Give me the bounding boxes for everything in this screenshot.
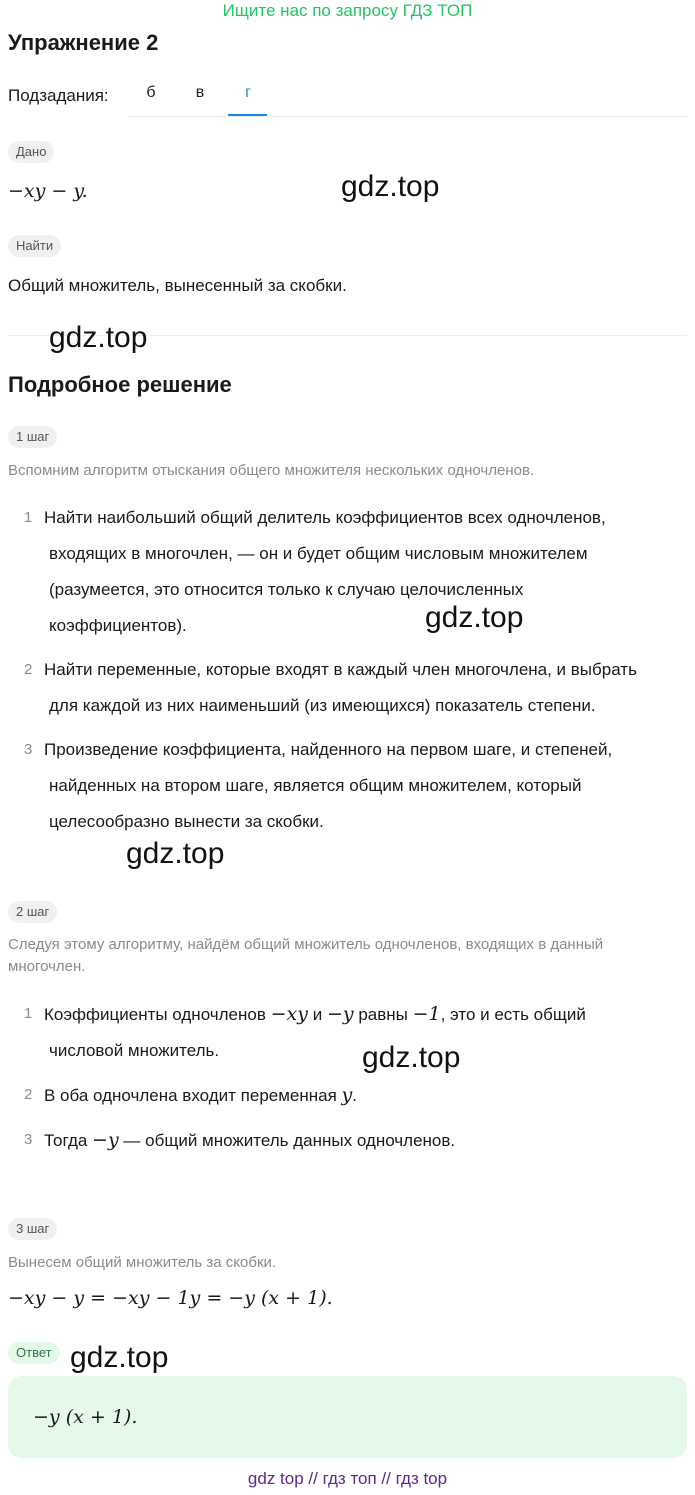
list-item: [24, 500, 684, 644]
list-item-line: входящих в многочлен, — он и будет общим числовым множителем: [49, 544, 588, 563]
tab-subtask-g[interactable]: г: [245, 84, 251, 101]
list-item-number: 1: [24, 1005, 33, 1022]
list-item-number: 2: [24, 661, 33, 678]
list-item: [24, 996, 684, 1068]
list-item-text: Тогда: [44, 1131, 93, 1150]
list-item: [24, 1077, 684, 1113]
list-item-line: числовой множитель.: [49, 1041, 220, 1060]
given-pill: Дано: [8, 141, 54, 163]
tab-subtask-b[interactable]: б: [146, 84, 156, 101]
answer-pill: Ответ: [8, 1342, 60, 1364]
step3-formula: −xy − y = −xy − 1y = −y (x + 1).: [8, 1287, 333, 1309]
step2-pill: 2 шаг: [8, 901, 57, 923]
answer-box: [8, 1376, 687, 1458]
active-tab-indicator: [228, 114, 267, 116]
tab-subtask-v[interactable]: в: [195, 84, 205, 101]
list-item-line: коэффициентов).: [49, 616, 187, 635]
list-item-line: Найти наибольший общий делитель коэффициентов всех одночленов,: [44, 508, 606, 527]
list-item: [24, 1122, 684, 1158]
list-item-line: Найти переменные, которые входят в каждый член многочлена, и выбрать: [44, 660, 637, 679]
inline-formula: −y: [326, 1003, 354, 1025]
find-text: Общий множитель, вынесенный за скобки.: [8, 276, 347, 295]
list-item-text: равны: [353, 1005, 413, 1024]
footer-links[interactable]: gdz top // гдз топ // гдз top: [247, 1469, 448, 1488]
list-item-line: (разумеется, это относится только к случаю целочисленных: [49, 580, 524, 599]
inline-formula: y: [341, 1084, 353, 1106]
list-item-line: найденных на втором шаге, является общим множителем, который: [49, 776, 582, 795]
list-item-line: для каждой из них наименьший (из имеющихся) показатель степени.: [49, 696, 596, 715]
given-formula: −xy − y.: [8, 180, 88, 202]
list-item-text: и: [307, 1005, 327, 1024]
list-item: [24, 652, 684, 724]
list-item-number: 2: [24, 1086, 33, 1103]
watermark: gdz.top: [425, 601, 524, 634]
list-item: [24, 732, 684, 840]
list-item-text: .: [352, 1086, 357, 1105]
find-pill: Найти: [8, 235, 61, 257]
watermark: gdz.top: [362, 1041, 461, 1074]
inline-formula: −xy: [270, 1003, 308, 1025]
subtasks-label: Подзадания:: [8, 86, 109, 105]
page-title: Упражнение 2: [8, 30, 159, 55]
list-item-text: В оба одночлена входит переменная: [44, 1086, 342, 1105]
step1-pill: 1 шаг: [8, 426, 57, 448]
inline-formula: −y: [92, 1129, 119, 1151]
list-item-number: 1: [24, 509, 33, 526]
step2-intro: Следуя этому алгоритму, найдём общий множитель одночленов, входящих в данный многочлен.: [8, 936, 604, 975]
watermark: gdz.top: [70, 1341, 169, 1374]
list-item-line: Произведение коэффициента, найденного на первом шаге, и степеней,: [44, 740, 613, 759]
list-item-number: 3: [24, 741, 33, 758]
list-item-text: Коэффициенты одночленов: [44, 1005, 271, 1024]
inline-formula: −1: [412, 1003, 441, 1025]
step1-intro: Вспомним алгоритм отыскания общего множителя нескольких одночленов.: [8, 462, 535, 479]
solution-title: Подробное решение: [8, 372, 232, 397]
step3-pill: 3 шаг: [8, 1218, 57, 1240]
list-item-line: целесообразно вынести за скобки.: [49, 812, 324, 831]
watermark: gdz.top: [126, 837, 225, 870]
promo-banner[interactable]: Ищите нас по запросу ГДЗ ТОП: [222, 1, 473, 20]
watermark: gdz.top: [49, 321, 148, 354]
watermark: gdz.top: [341, 170, 440, 203]
list-item-number: 3: [24, 1131, 33, 1148]
list-item-text: — общий множитель данных одночленов.: [118, 1131, 456, 1150]
subtasks-tabs: [128, 72, 687, 117]
answer-formula: −y (x + 1).: [33, 1406, 138, 1428]
list-item-text: , это и есть общий: [440, 1005, 586, 1024]
step3-intro: Вынесем общий множитель за скобки.: [8, 1254, 277, 1271]
